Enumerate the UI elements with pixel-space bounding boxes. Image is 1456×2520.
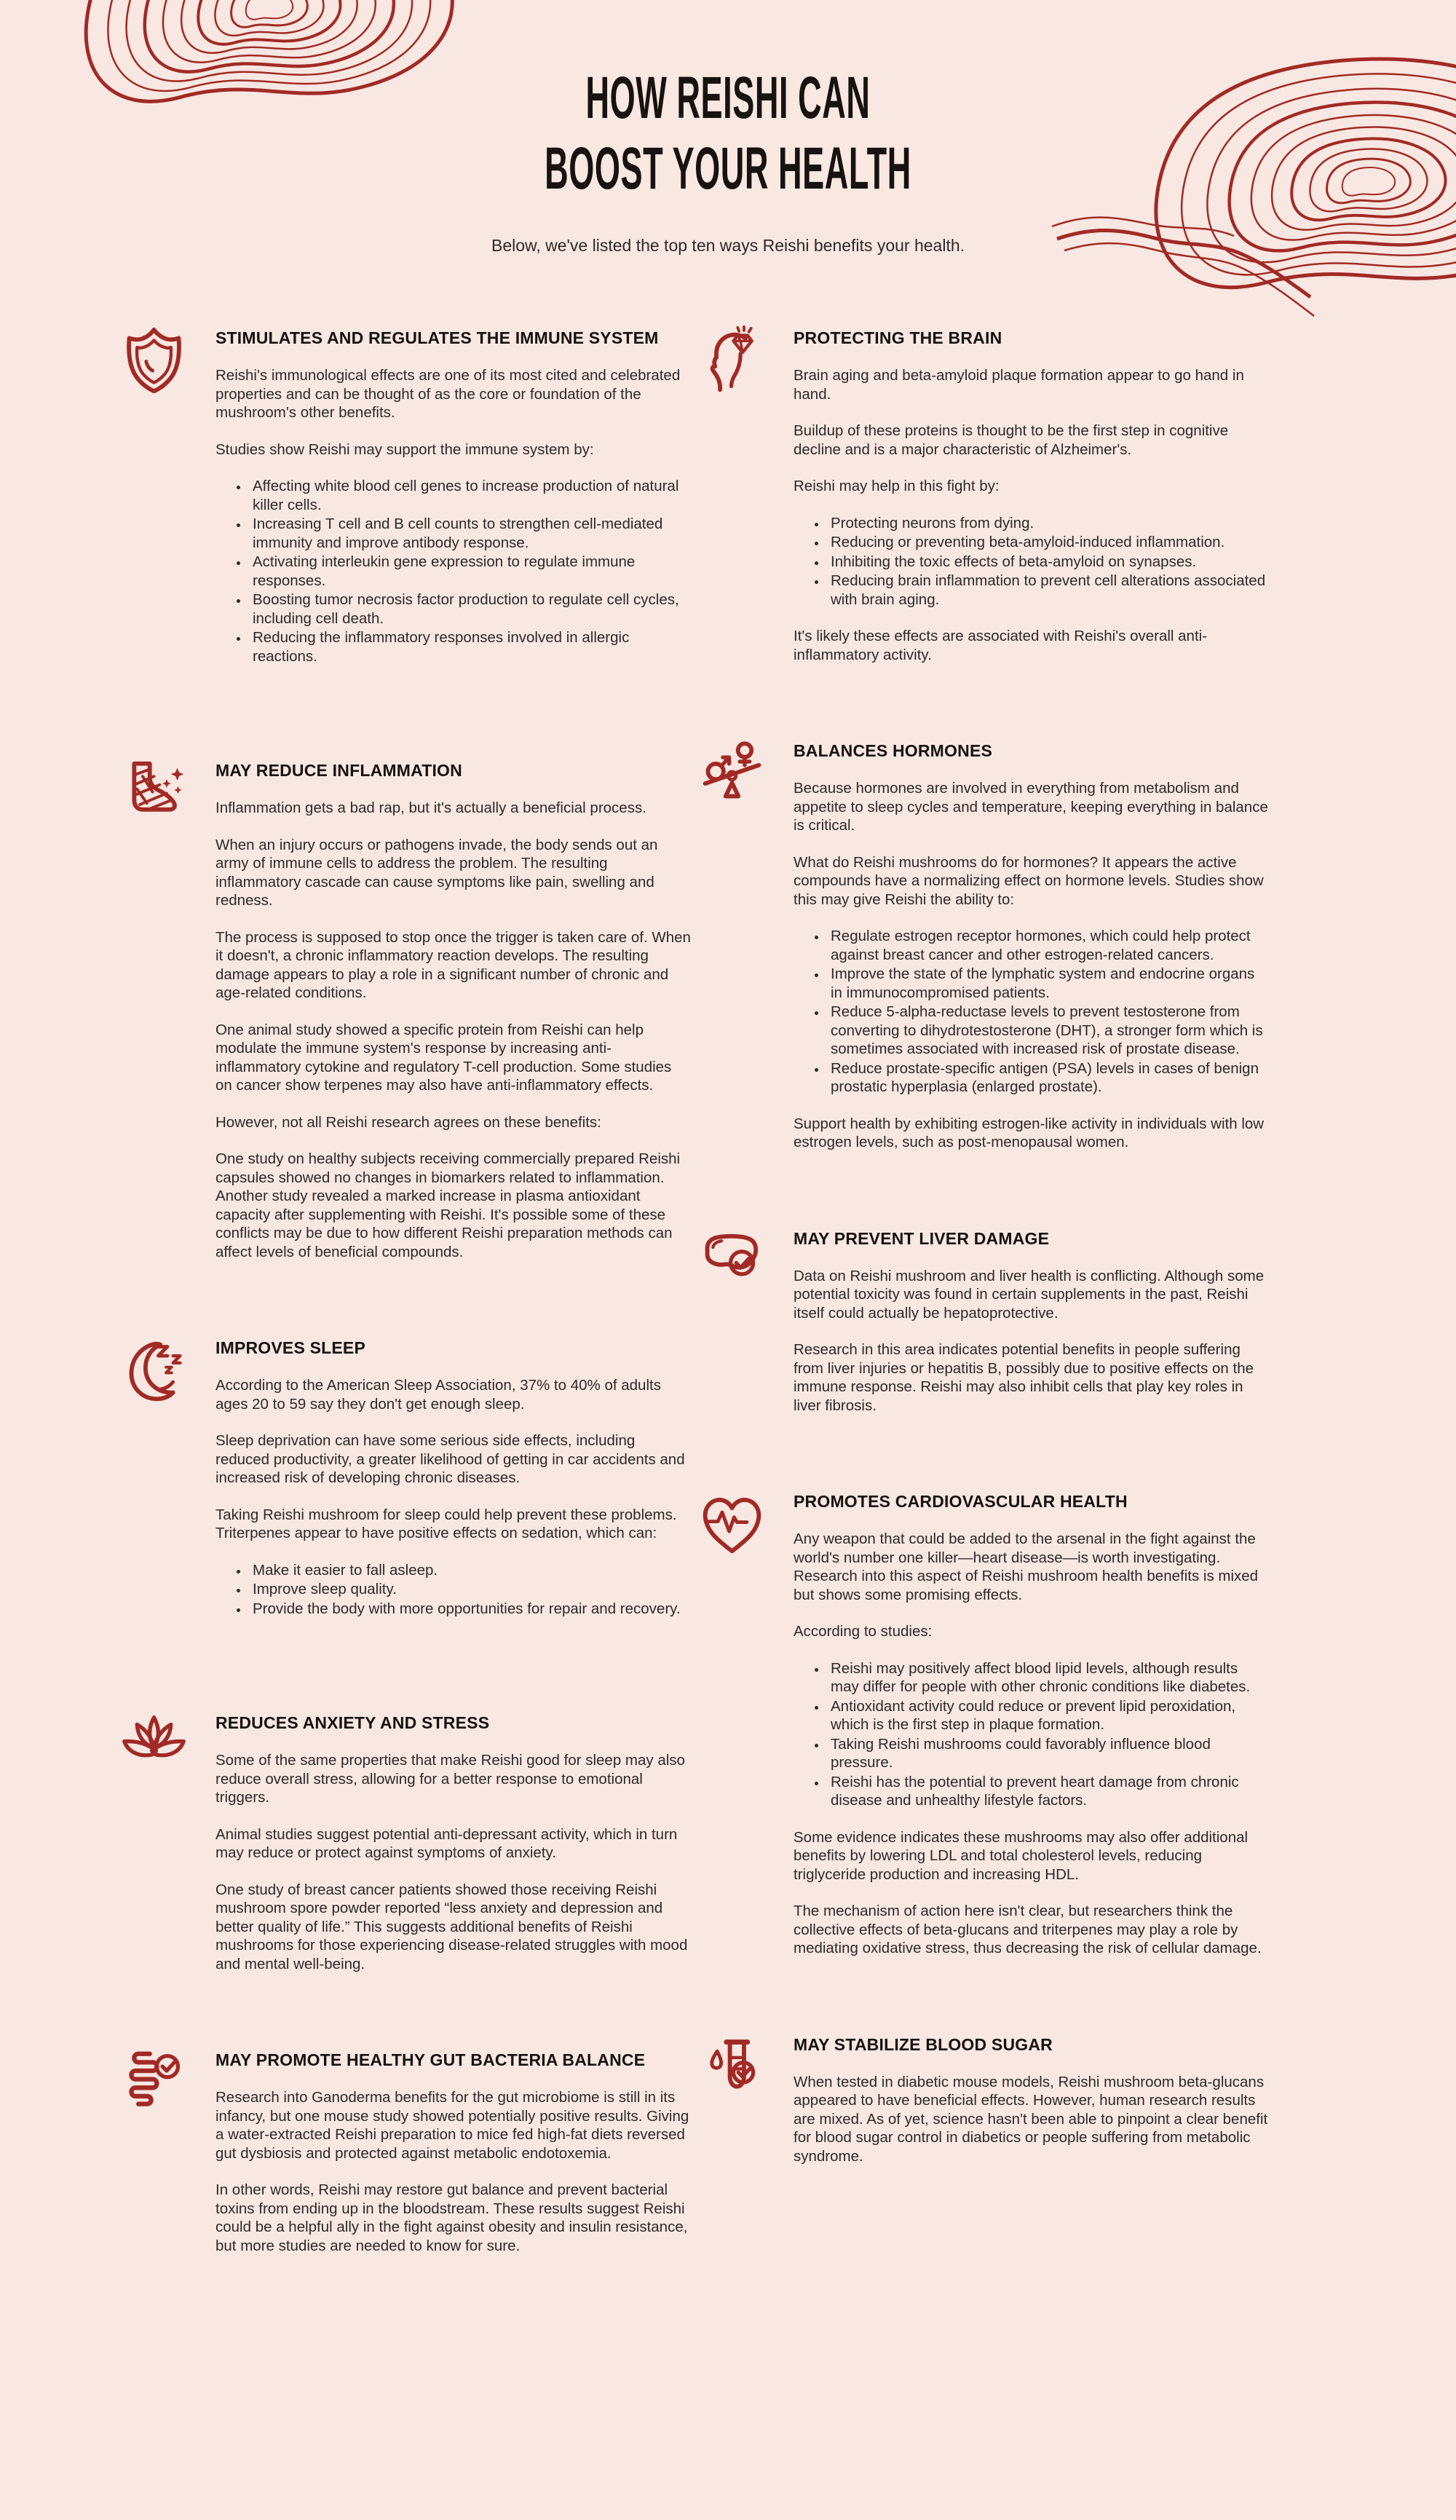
section-paragraph: Some evidence indicates these mushrooms may also offer additional benefits by lowering LDL and total cholesterol levels, reducing triglyceride production and increasing HDL. [794,1828,1249,1883]
section-heading: MAY PROMOTE HEALTHY GUT BACTERIA BALANCE [215,2050,646,2069]
bullet-item: • Regulate estrogen receptor hormones, which could help protect against breast cancer and other estrogen-related cancers. [827,927,1270,964]
section-content [215,1334,692,1636]
benefit-section-improves-sleep [114,1334,692,1636]
section-content [215,2046,692,2255]
section-heading: BALANCES HORMONES [794,741,993,760]
section-bullet-list [215,1561,692,1619]
bullet-item: • Reduce prostate-specific antigen (PSA) levels in cases of benign prostatic hyperplasia (enlarged prostate). [827,1059,1270,1097]
section-heading: PROTECTING THE BRAIN [794,328,1002,347]
bullet-item: • Boosting tumor necrosis factor production to regulate cell cycles, including cell death. [249,590,692,628]
page-title-line-2: BOOST YOUR HEALTH [545,135,911,202]
section-heading: PROMOTES CARDIOVASCULAR HEALTH [794,1492,1128,1511]
section-paragraph: When an injury occurs or pathogens invade, the body sends out an army of immune cells to address the problem. The resulting inflammatory cascade can cause symptoms like pain, swelling and redness. [215,836,658,909]
section-paragraph: Inflammation gets a bad rap, but it's actually a beneficial process. [215,799,646,816]
section-heading: STIMULATES AND REGULATES THE IMMUNE SYSTEM [215,328,659,347]
section-heading: MAY REDUCE INFLAMMATION [215,761,462,780]
section-paragraph: Research in this area indicates potential benefits in people suffering from liver injuries or hepatitis B, possibly due to positive effects on the immune response. Reishi may also inhibit cells that play key roles in liver fibrosis. [794,1341,1254,1414]
bullet-item: • Make it easier to fall asleep. [249,1561,692,1580]
page-title [0,63,1456,204]
bullet-item: • Protecting neurons from dying. [827,514,1270,533]
section-paragraph: Buildup of these proteins is thought to be the first step in cognitive decline and is a major characteristic of Alzheimer's. [794,422,1229,458]
section-content [794,737,1270,1152]
left-column [114,324,692,2328]
bullet-item: • Reduce 5-alpha-reductase levels to prevent testosterone from converting to dihydrotestosterone (DHT), a stronger form which is sometimes associated with increased risk of prostate disease. [827,1003,1270,1059]
benefit-section-protecting-brain [692,324,1270,664]
section-paragraph: The process is supposed to stop once the trigger is taken care of. When it doesn't, a chronic inflammatory reaction develops. The resulting damage appears to play a role in a significant number of chronic and age-related conditions. [215,928,691,1001]
section-paragraph: When tested in diabetic mouse models, Reishi mushroom beta-glucans appeared to have beneficial effects. However, human research results are mixed. As of yet, science hasn't been able to pinpoint a clear benefit for blood sugar control in diabetics or people suffering from metabolic syndrome. [794,2073,1268,2165]
section-paragraph: Studies show Reishi may support the immune system by: [215,441,594,458]
section-paragraph: One animal study showed a specific protein from Reishi can help modulate the immune system's response by increasing anti-inflammatory cytokine and regulatory T-cell production. Some studies on cancer show terpenes may also have anti-inflammatory effects. [215,1021,672,1094]
section-content [794,1225,1270,1415]
section-paragraph: One study of breast cancer patients showed those receiving Reishi mushroom spore powder reported “less anxiety and depression and better quality of life.” This suggests additional benefits of Reishi mushrooms for those experiencing disease-related struggles with mood and mental well-being. [215,1881,688,1972]
section-paragraph: One study on healthy subjects receiving commercially prepared Reishi capsules showed no changes in biomarkers related to inflammation. Another study revealed a marked increase in plasma antioxidant capacity after supplementing with Reishi. It's possible some of these conflicts may be due to how different Reishi preparation methods can affect levels of beneficial compounds. [215,1150,681,1260]
section-paragraph: Taking Reishi mushroom for sleep could help prevent these problems. Triterpenes appear to have positive effects on sedation, which can: [215,1506,677,1541]
section-paragraph: Support health by exhibiting estrogen-like activity in individuals with low estrogen levels, such as post-menopausal women. [794,1115,1265,1150]
bullet-item: • Provide the body with more opportunities for repair and recovery. [249,1600,692,1619]
right-column [692,324,1270,2238]
benefit-section-anxiety-stress [114,1709,692,1973]
section-paragraph: Because hormones are involved in everything from metabolism and appetite to sleep cycles and temperature, keeping everything in balance is critical. [794,780,1268,834]
section-content [215,1709,692,1973]
head-diamond-icon [692,324,772,664]
bullet-item: • Improve sleep quality. [249,1580,692,1599]
section-paragraph: Reishi may help in this fight by: [794,478,1000,494]
bullet-item: • Inhibiting the toxic effects of beta-amyloid on synapses. [827,553,1270,572]
benefit-section-liver-damage [692,1225,1270,1415]
section-content [215,757,692,1261]
content-columns [0,324,1456,2328]
section-paragraph: Any weapon that could be added to the arsenal in the fight against the world's number one killer—heart disease—is worth investigating. Research into this aspect of Reishi mushroom health benefits is mixed but shows some promising effects. [794,1530,1259,1603]
hormone-balance-icon [692,737,772,1152]
section-paragraph: Sleep deprivation can have some serious side effects, including reduced productivity, a greater likelihood of getting in car accidents and increased risk of developing chronic diseases. [215,1432,685,1486]
section-paragraph: Brain aging and beta-amyloid plaque formation appear to go hand in hand. [794,367,1244,403]
section-paragraph: The mechanism of action here isn't clear, but researchers think the collective effects of beta-glucans and triterpenes may play a role by mediating oxidative stress, thus decreasing the risk of cellular damage. [794,1903,1262,1956]
section-paragraph: Reishi's immunological effects are one of its most cited and celebrated properties and can be thought of as the core or foundation of the mushroom's other benefits. [215,367,681,421]
section-bullet-list [794,927,1270,1097]
page-subtitle: Below, we've listed the top ten ways Reishi benefits your health. [491,236,965,255]
section-paragraph: Research into Ganoderma benefits for the gut microbiome is still in its infancy, but one mouse study showed potentially positive results. Giving a water-extracted Reishi preparation to mice fed high-fat diets reversed gut dysbiosis and protected against metabolic endotoxemia. [215,2089,689,2162]
section-paragraph: Animal studies suggest potential anti-depressant activity, which in turn may reduce or protect against symptoms of anxiety. [215,1825,678,1861]
bullet-item: • Affecting white blood cell genes to increase production of natural killer cells. [249,477,692,514]
bullet-item: • Reducing the inflammatory responses involved in allergic reactions. [249,628,692,665]
bullet-item: • Reducing brain inflammation to prevent cell alterations associated with brain aging. [827,572,1270,609]
bullet-item: • Increasing T cell and B cell counts to strengthen cell-mediated immunity and improve antibody response. [249,515,692,552]
gut-check-icon [114,2046,194,2255]
benefit-section-immune-system [114,324,692,684]
bullet-item: • Reishi has the potential to prevent heart damage from chronic disease and unhealthy lifestyle factors. [827,1773,1270,1810]
bullet-item: • Reducing or preventing beta-amyloid-induced inflammation. [827,533,1270,552]
section-content [794,2031,1270,2166]
blood-test-icon [692,2031,772,2166]
section-paragraph: In other words, Reishi may restore gut balance and prevent bacterial toxins from ending up in the bloodstream. These results suggest Reishi could be a helpful ally in the fight against obesity and insulin resistance, but more studies are needed to know for sure. [215,2181,688,2254]
section-heading: IMPROVES SLEEP [215,1338,366,1357]
section-heading: MAY PREVENT LIVER DAMAGE [794,1228,1050,1248]
bullet-item: • Improve the state of the lymphatic system and endocrine organs in immunocompromised patients. [827,965,1270,1002]
benefit-section-balances-hormones [692,737,1270,1152]
section-bullet-list [794,1659,1270,1810]
section-bullet-list [215,477,692,665]
benefit-section-cardiovascular [692,1488,1270,1958]
bullet-item: • Antioxidant activity could reduce or prevent lipid peroxidation, which is the first step in plaque formation. [827,1697,1270,1734]
section-paragraph: What do Reishi mushrooms do for hormones? It appears the active compounds have a normalizing effect on hormone levels. Studies show this may give Reishi the ability to: [794,853,1264,908]
section-content [215,324,692,684]
section-paragraph: According to studies: [794,1623,933,1640]
section-paragraph: Some of the same properties that make Reishi good for sleep may also reduce overall stress, allowing for a better response to emotional triggers. [215,1752,685,1806]
bullet-item: • Reishi may positively affect blood lipid levels, although results may differ for people with other chronic conditions like diabetes. [827,1659,1270,1697]
bullet-item: • Taking Reishi mushrooms could favorably influence blood pressure. [827,1735,1270,1772]
section-paragraph: According to the American Sleep Association, 37% to 40% of adults ages 20 to 59 say they don't get enough sleep. [215,1377,661,1413]
section-heading: MAY STABILIZE BLOOD SUGAR [794,2034,1053,2054]
section-paragraph: Data on Reishi mushroom and liver health is conflicting. Although some potential toxicity was found in certain supplements in the past, Reishi itself could actually be hepatoprotective. [794,1267,1265,1322]
bullet-item: • Activating interleukin gene expression to regulate immune responses. [249,553,692,590]
benefit-section-reduce-inflammation [114,757,692,1261]
benefit-section-gut-bacteria [114,2046,692,2255]
benefit-section-blood-sugar [692,2031,1270,2166]
sleep-moon-icon [114,1334,194,1636]
lotus-icon [114,1709,194,1973]
section-content [794,1488,1270,1958]
bandaged-foot-icon [114,757,194,1261]
section-heading: REDUCES ANXIETY AND STRESS [215,1713,490,1732]
heart-ekg-icon [692,1488,772,1958]
section-paragraph: It's likely these effects are associated with Reishi's overall anti-inflammatory activity. [794,628,1208,663]
shield-icon [114,324,194,684]
section-bullet-list [794,514,1270,609]
section-content [794,324,1270,664]
page-header [0,0,1456,256]
page-title-line-1: HOW REISHI CAN [585,65,871,131]
liver-check-icon [692,1225,772,1415]
section-paragraph: However, not all Reishi research agrees on these benefits: [215,1113,601,1131]
